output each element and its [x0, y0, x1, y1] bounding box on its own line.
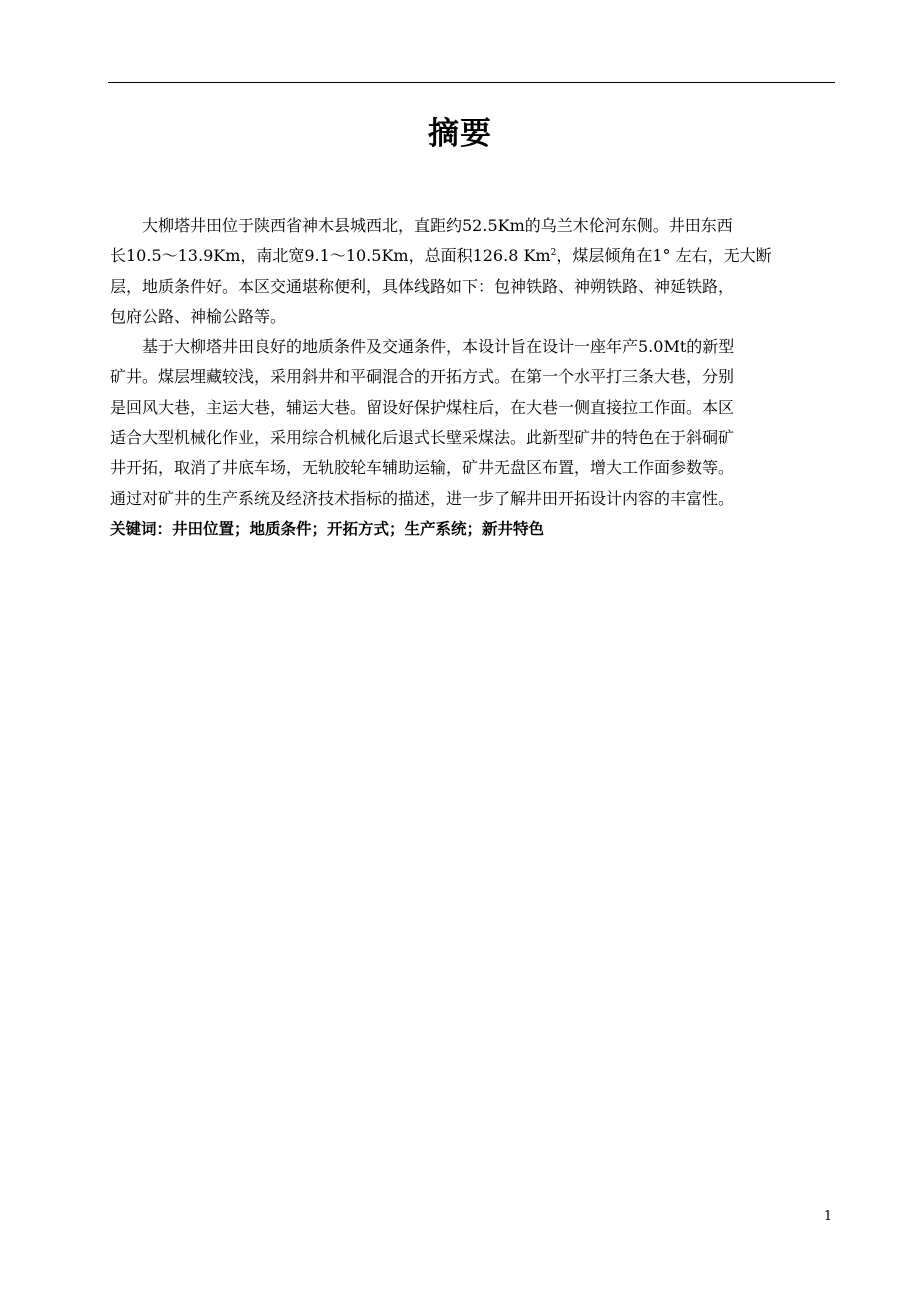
keywords-line: 关键词：井田位置；地质条件；开拓方式；生产系统；新井特色 — [110, 519, 545, 538]
abstract-body — [110, 211, 832, 544]
area-unit-superscript: 2 — [550, 248, 557, 259]
page-number: 1 — [823, 1209, 833, 1224]
abstract-paragraph-1 — [110, 211, 832, 332]
page-title: 摘要 — [428, 116, 492, 152]
paragraph-1-text-a: 大柳塔井田位于陕西省神木县城西北，直距约52.5Km的乌兰木伦河东侧。井田东西 长10.5～13.9Km，南北宽9.1～10.5Km，总面积126.8 Km — [110, 216, 733, 266]
abstract-paragraph-2: 基于大柳塔井田良好的地质条件及交通条件，本设计旨在设计一座年产5.0Mt的新型 矿井。煤层埋藏较浅，采用斜井和平硐混合的开拓方式。在第一个水平打三条大巷，分别 是回风大巷，主运大巷，辅运大巷。留设好保护煤柱后，在大巷一侧直接拉工作面。本区 适合大型机械化作业，采用综合机械化后退式长壁采煤法。此新型矿井的特色在于斜硐矿 井开拓，取消了井底车场，无轨胶轮车辅助运输，矿井无盘区布置，增大工作面参数等。 通过对矿井的生产系统及经济技术指标的描述，进一步了解井田开拓设计内容的丰富性。 — [110, 337, 735, 508]
header-rule — [108, 82, 835, 83]
paragraph-1-text-b: ，煤层倾角在1° 左右，无大断 层，地质条件好。本区交通堪称便利，具体线路如下：包神铁路、神朔铁路、神延铁路， 包府公路、神榆公路等。 — [110, 246, 772, 326]
